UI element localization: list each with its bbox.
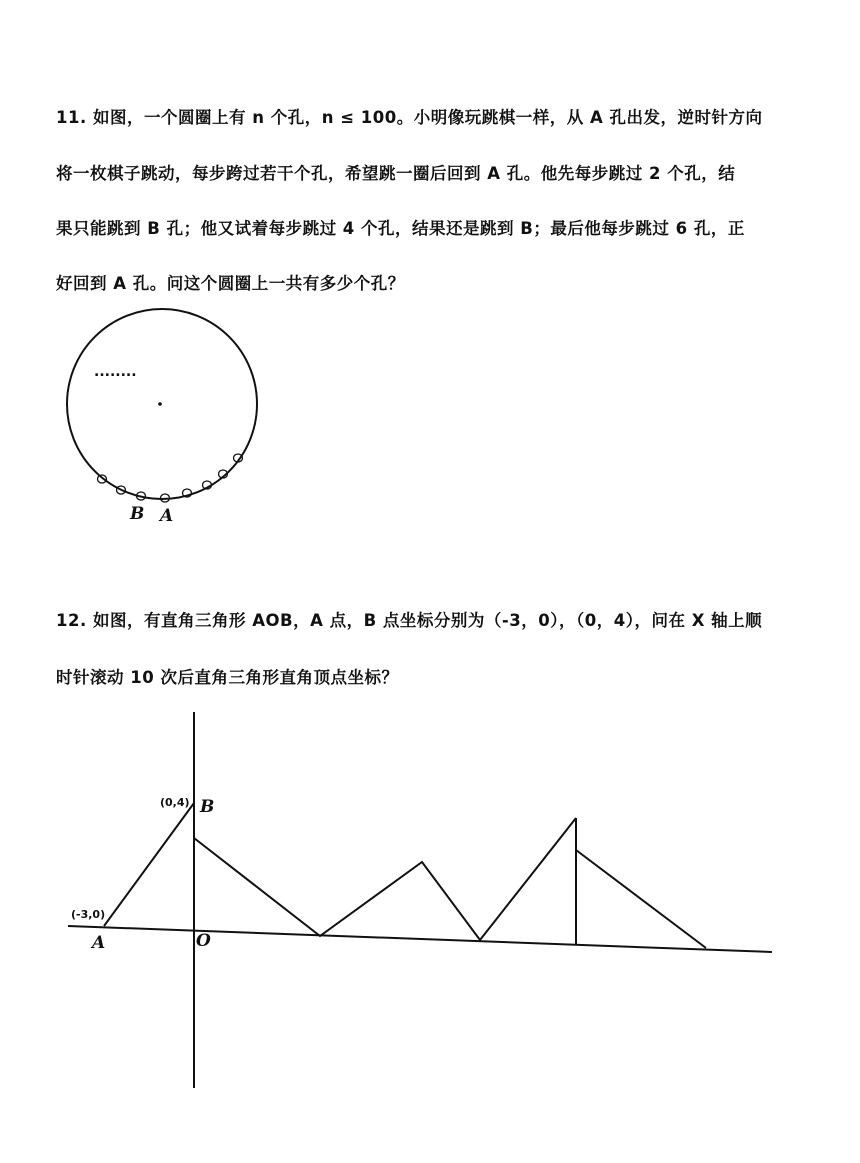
label-b: B [130,504,145,524]
q11-line-2: 将一枚棋子跳动，每步跨过若干个孔，希望跳一圈后回到 A 孔。他先每步跳过 2 个孔，结 [56,164,736,183]
q11-line-1: 11. 如图，一个圆圈上有 n 个孔，n ≤ 100。小明像玩跳棋一样，从 A 孔出发，逆时针方向 [56,108,763,127]
label-a: A [160,506,174,526]
q12-line-1: 12. 如图，有直角三角形 AOB，A 点，B 点坐标分别为（-3，0），（0，4），问在 X 轴上顺 [56,611,763,630]
q11-line-3: 果只能跳到 B 孔；他又试着每步跳过 4 个孔，结果还是跳到 B；最后他每步跳过 6 孔，正 [56,219,745,238]
label-o: O [196,931,211,951]
label-b: B [200,797,215,817]
q11-line-4: 好回到 A 孔。问这个圆圈上一共有多少个孔？ [56,274,405,293]
label-a: A [92,933,106,953]
rolled-triangles-path [194,818,576,940]
hypotenuse-ab [104,803,194,926]
x-axis [68,926,772,952]
q12-line-2: 时针滚动 10 次后直角三角形直角顶点坐标？ [56,668,399,687]
final-hypotenuse [576,850,706,948]
ellipsis-dots: ........ [94,364,137,380]
label-a-coord: (-3,0) [71,908,106,921]
label-b-coord: (0,4) [160,796,190,809]
